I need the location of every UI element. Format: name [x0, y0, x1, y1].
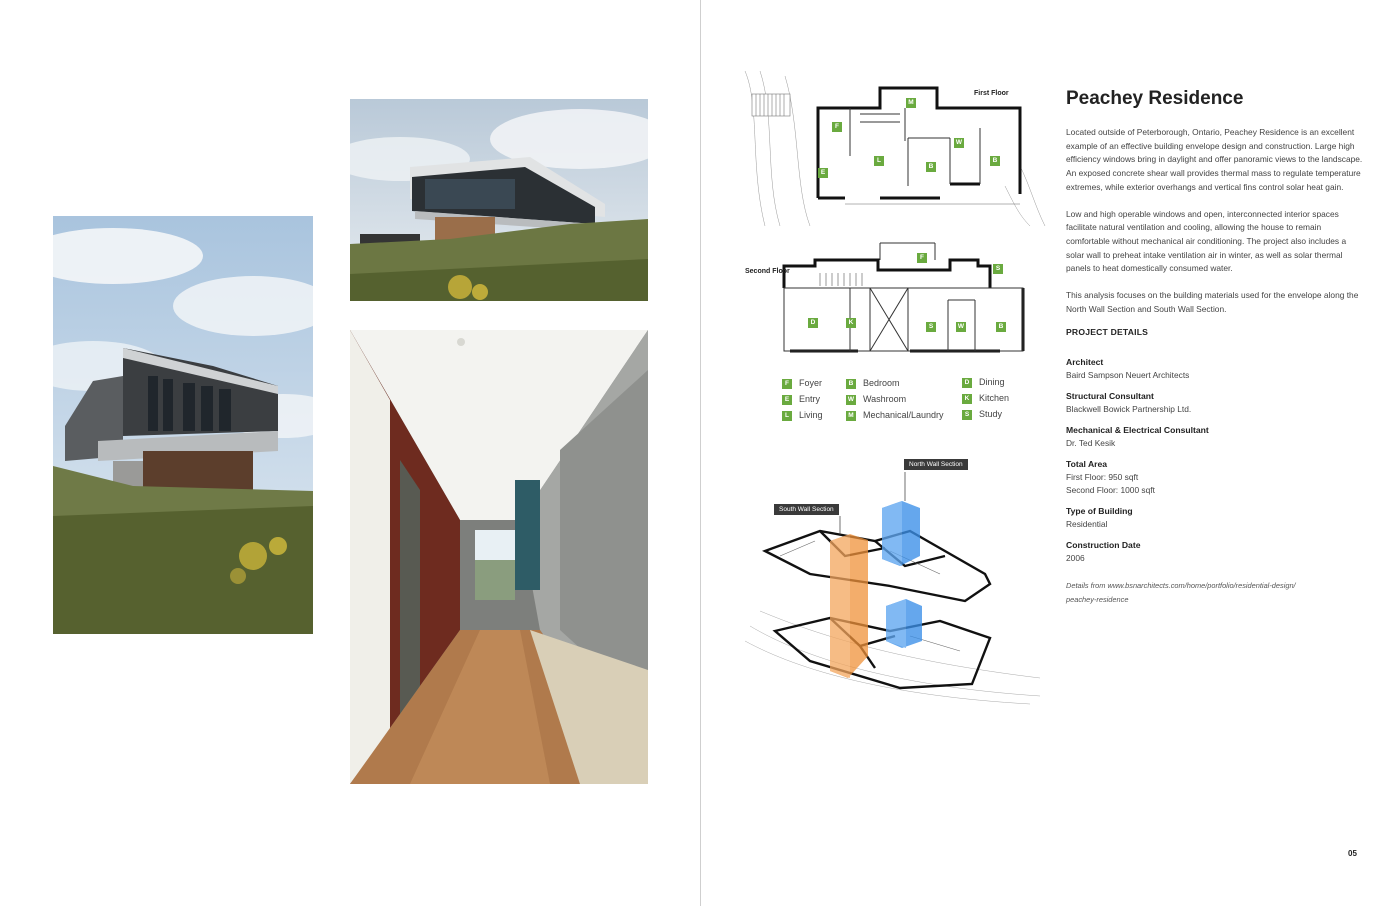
- intro-paragraph: Located outside of Peterborough, Ontario, Peachey Residence is an excellent example of an effective building envelope design and construction. Large high efficiency windows bring in daylight and offer panoramic views to the landscape. An exposed concrete shear wall provides thermal mass to regulate temperature extremes, while exterior overhangs and vertical fins control solar heat gain.: [1066, 127, 1363, 192]
- room-key-k: K: [846, 318, 856, 328]
- second-floor-plan: [740, 238, 1040, 366]
- legend-item-bedroom: B Bedroom: [846, 377, 900, 389]
- room-key-w: W: [957, 323, 965, 330]
- room-key-b: B: [996, 322, 1006, 332]
- source-citation: Details from www.bsnarchitects.com/home/portfolio/residential-design/ peachey-residence: [1066, 581, 1296, 605]
- room-key-f: F: [832, 122, 842, 132]
- legend-item-kitchen: K Kitchen: [962, 392, 1009, 404]
- page-spine: [700, 0, 701, 906]
- legend-item-mechanical: M Mechanical/Laundry: [846, 409, 944, 421]
- detail-mechanical-electrical-consultant: Mechanical & Electrical Consultant Dr. Ted Kesik: [1066, 424, 1209, 448]
- exterior-photo-hillside: [53, 216, 313, 634]
- room-key-s-2: S: [926, 322, 936, 332]
- ventilation-paragraph: Low and high operable windows and open, interconnected interior spaces facilitate natural ventilation and cooling, allowing the house to remain comfortable without mechanical air conditioning. The project also includes a solar wall to preheat intake ventilation air in winter, as well as solar thermal panels to heat domestically consumed water.: [1066, 208, 1347, 274]
- legend-item-dining: D Dining: [962, 376, 1005, 388]
- room-key-e: E: [818, 168, 828, 178]
- detail-construction-date: Construction Date 2006: [1066, 539, 1141, 563]
- room-key-f: F: [917, 253, 927, 263]
- room-key-s-1: S: [993, 264, 1003, 274]
- detail-building-type: Type of Building Residential: [1066, 505, 1133, 529]
- room-key-d: D: [808, 318, 818, 328]
- legend-item-foyer: F Foyer: [782, 377, 822, 389]
- room-key-m: M: [906, 98, 916, 108]
- second-floor-title: Second Floor: [745, 268, 790, 275]
- axonometric-diagram: [740, 456, 1050, 706]
- first-floor-title: First Floor: [974, 90, 1009, 97]
- south-wall-section-label: South Wall Section: [774, 504, 839, 515]
- detail-total-area: Total Area First Floor: 950 sqft Second Floor: 1000 sqft: [1066, 458, 1155, 496]
- page-number: 05: [1348, 849, 1357, 858]
- room-key-b-2: B: [990, 156, 1000, 166]
- north-wall-section-label: North Wall Section: [904, 459, 968, 470]
- legend-item-living: L Living: [782, 409, 823, 421]
- legend-item-washroom: W Washroom: [847, 394, 907, 404]
- legend-item-study: S Study: [962, 408, 1002, 420]
- room-legend: [782, 376, 1032, 424]
- details-heading: PROJECT DETAILS: [1066, 327, 1149, 338]
- page-title: Peachey Residence: [1066, 88, 1244, 109]
- exterior-photo-elevation: [350, 99, 648, 301]
- room-key-w: W: [955, 139, 963, 146]
- room-key-l: L: [874, 156, 884, 166]
- interior-photo-hallway: [350, 330, 648, 784]
- detail-architect: Architect Baird Sampson Neuert Architects: [1066, 357, 1190, 381]
- analysis-paragraph: This analysis focuses on the building materials used for the envelope along the North Wall Section and South Wall Section.: [1066, 290, 1359, 314]
- project-text-column: [1066, 88, 1366, 607]
- detail-structural-consultant: Structural Consultant Blackwell Bowick Partnership Ltd.: [1066, 391, 1192, 415]
- legend-item-entry: E Entry: [782, 393, 820, 405]
- room-key-b-1: B: [926, 162, 936, 172]
- first-floor-plan: [740, 66, 1048, 228]
